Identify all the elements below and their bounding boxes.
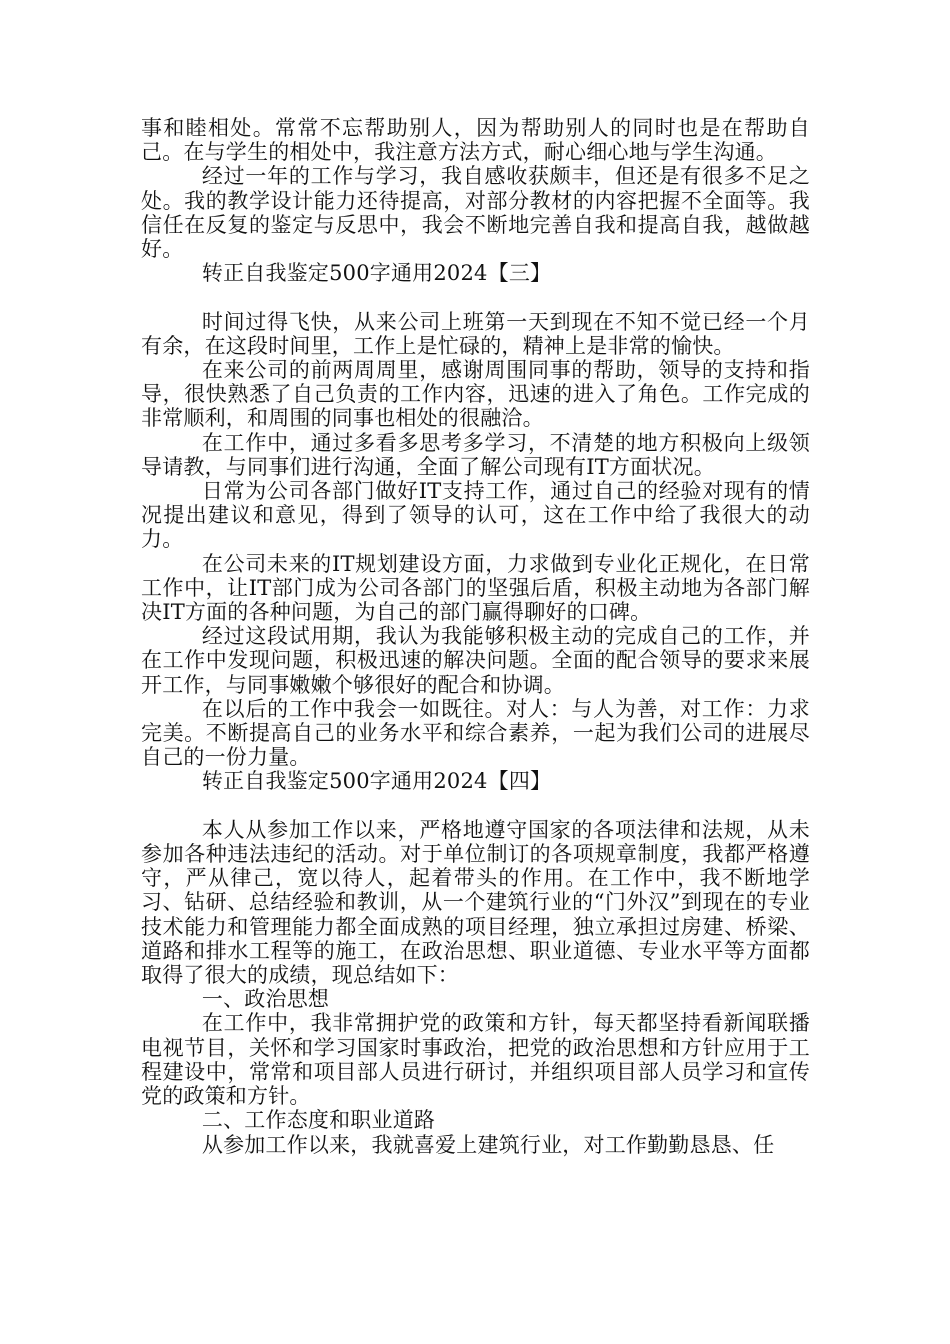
paragraph: 在工作中，通过多看多思考多学习，不清楚的地方积极向上级领导请教，与同事们进行沟通，全面了解公司现有IT方面状况。 bbox=[141, 430, 810, 479]
blank-line bbox=[141, 794, 810, 818]
paragraph: 从参加工作以来，我就喜爱上建筑行业，对工作勤勤恳恳、任 bbox=[201, 1132, 775, 1157]
paragraph: 在工作中，我非常拥护党的政策和方针，每天都坚持看新闻联播电视节目，关怀和学习国家时事政治，把党的政治思想和方针应用于工程建设中，常常和项目部人员进行研讨，并组织项目部人员学习和宣传党的政策和方针。 bbox=[141, 1011, 810, 1109]
section-heading: 转正自我鉴定500字通用2024【三】 bbox=[201, 261, 552, 286]
document-page bbox=[141, 116, 810, 1157]
paragraph: 经过一年的工作与学习，我自感收获颇丰，但还是有很多不足之处。我的教学设计能力还待提高，对部分教材的内容把握不全面等。我信任在反复的鉴定与反思中，我会不断地完善自我和提高自我，越做越好。 bbox=[141, 164, 810, 262]
paragraph: 在来公司的前两周周里，感谢周围同事的帮助，领导的支持和指导，很快熟悉了自己负责的工作内容，迅速的进入了角色。工作完成的非常顺利，和周围的同事也相处的很融洽。 bbox=[141, 358, 810, 431]
paragraph: 在以后的工作中我会一如既往。对人：与人为善，对工作：力求完美。不断提高自己的业务水平和综合素养，一起为我们公司的进展尽自己的一份力量。 bbox=[141, 696, 810, 770]
paragraph: 时间过得飞快，从来公司上班第一天到现在不知不觉已经一个月有余，在这段时间里，工作上是忙碌的，精神上是非常的愉快。 bbox=[141, 309, 810, 358]
paragraph: 本人从参加工作以来，严格地遵守国家的各项法律和法规，从未参加各种违法违纪的活动。对于单位制订的各项规章制度，我都严格遵守，严从律己，宽以待人，起着带头的作用。在工作中，我不断地学习、钻研、总结经验和教训，从一个建筑行业的“门外汉”到现在的专业技术能力和管理能力都全面成熟的项目经理，独立承担过房建、桥梁、道路和排水工程等的施工，在政治思想、职业道德、专业水平等方面都取得了很大的成绩，现总结如下： bbox=[141, 817, 810, 988]
paragraph: 在公司未来的IT规划建设方面，力求做到专业化正规化，在日常工作中，让IT部门成为公司各部门的坚强后盾，积极主动地为各部门解决IT方面的各种问题，为自己的部门赢得聊好的口碑。 bbox=[141, 551, 810, 625]
section-heading: 转正自我鉴定500字通用2024【四】 bbox=[201, 769, 552, 794]
subsection-heading: 二、工作态度和职业道路 bbox=[201, 1108, 436, 1133]
paragraph: 日常为公司各部门做好IT支持工作，通过自己的经验对现有的情况提出建议和意见，得到了领导的认可，这在工作中给了我很大的动力。 bbox=[141, 479, 810, 552]
paragraph-continued: 事和睦相处。常常不忘帮助别人，因为帮助别人的同时也是在帮助自己。在与学生的相处中，我注意方法方式，耐心细心地与学生沟通。 bbox=[141, 116, 810, 165]
subsection-heading: 一、政治思想 bbox=[201, 987, 330, 1012]
paragraph: 经过这段试用期，我认为我能够积极主动的完成自己的工作，并在工作中发现问题，积极迅速的解决问题。全面的配合领导的要求来展开工作，与同事嫩嫩个够很好的配合和协调。 bbox=[141, 624, 810, 697]
blank-line bbox=[141, 285, 810, 309]
